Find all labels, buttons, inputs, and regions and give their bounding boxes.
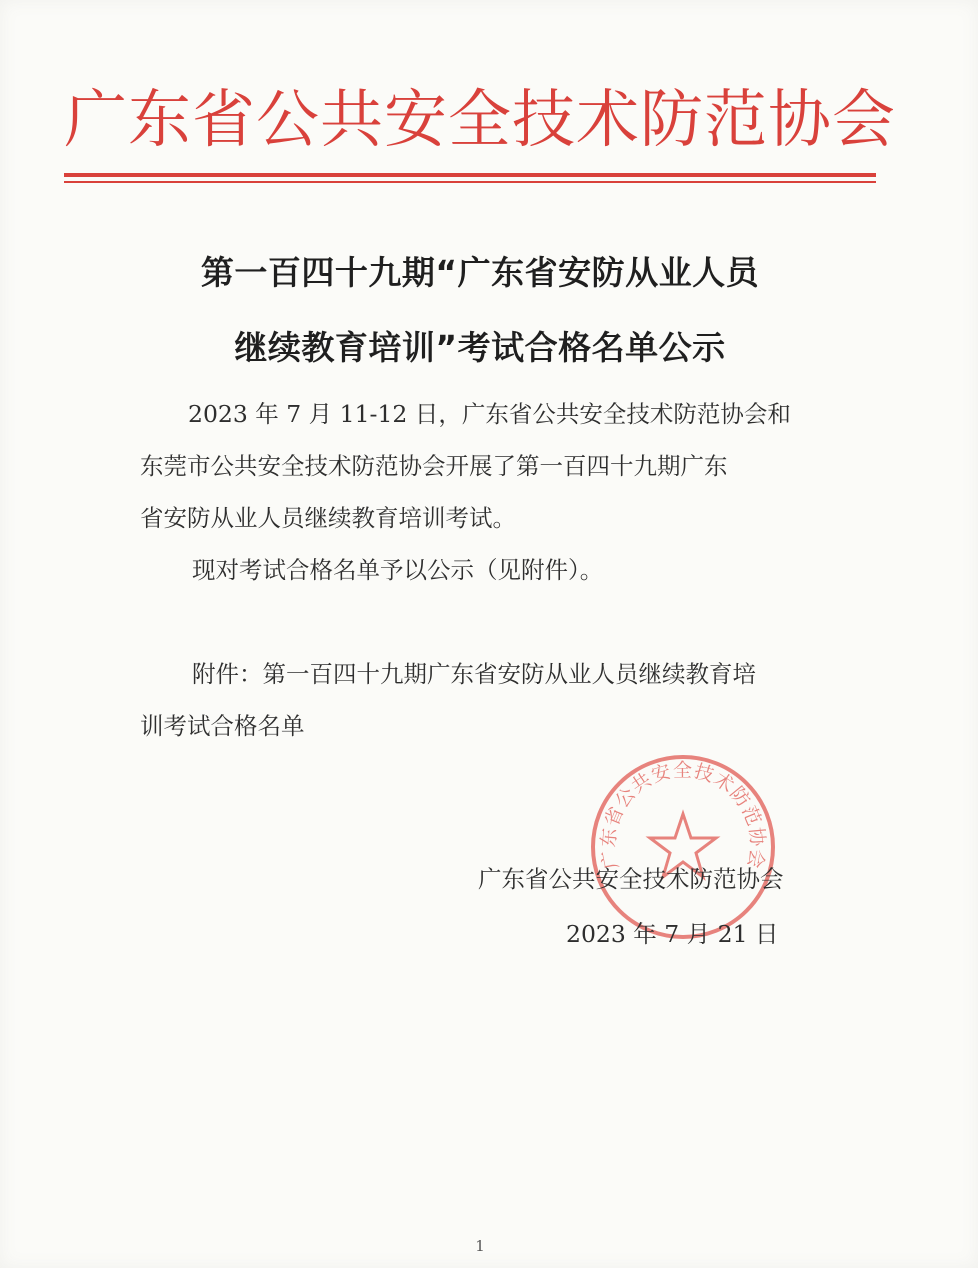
body-text: 现对考试合格名单予以公示（见附件）。 bbox=[192, 556, 604, 584]
body-paragraph-1-line-1 bbox=[140, 388, 840, 440]
attachment-line-1 bbox=[140, 648, 840, 700]
attachment-line-2: 训考试合格名单 bbox=[140, 712, 305, 740]
body-text: 2023 年 7 月 11-12 日，广东省公共安全技术防范协会和 bbox=[188, 400, 791, 428]
attachment-text: 附件：第一百四十九期广东省安防从业人员继续教育培 bbox=[192, 660, 756, 688]
seal-text: 广东省公共安全技术防范协会 bbox=[597, 759, 769, 872]
body-paragraph-1-line-2: 东莞市公共安全技术防范协会开展了第一百四十九期广东 bbox=[140, 452, 728, 480]
body-paragraph-1-line-3: 省安防从业人员继续教育培训考试。 bbox=[140, 504, 516, 532]
letterhead-rule-thin bbox=[64, 181, 876, 183]
body-paragraph-2 bbox=[140, 544, 840, 596]
page-number: 1 bbox=[475, 1237, 485, 1255]
signature-date: 2023 年 7 月 21 日 bbox=[566, 920, 779, 948]
document-title-line-1: 第一百四十九期“广东省安防从业人员 bbox=[200, 253, 760, 292]
letterhead-org-name: 广东省公共安全技术防范协会 bbox=[64, 83, 896, 156]
signature-organization: 广东省公共安全技术防范协会 bbox=[478, 865, 784, 893]
document-title-line-2: 继续教育培训”考试合格名单公示 bbox=[234, 328, 726, 367]
letterhead-rule-thick bbox=[64, 173, 876, 177]
